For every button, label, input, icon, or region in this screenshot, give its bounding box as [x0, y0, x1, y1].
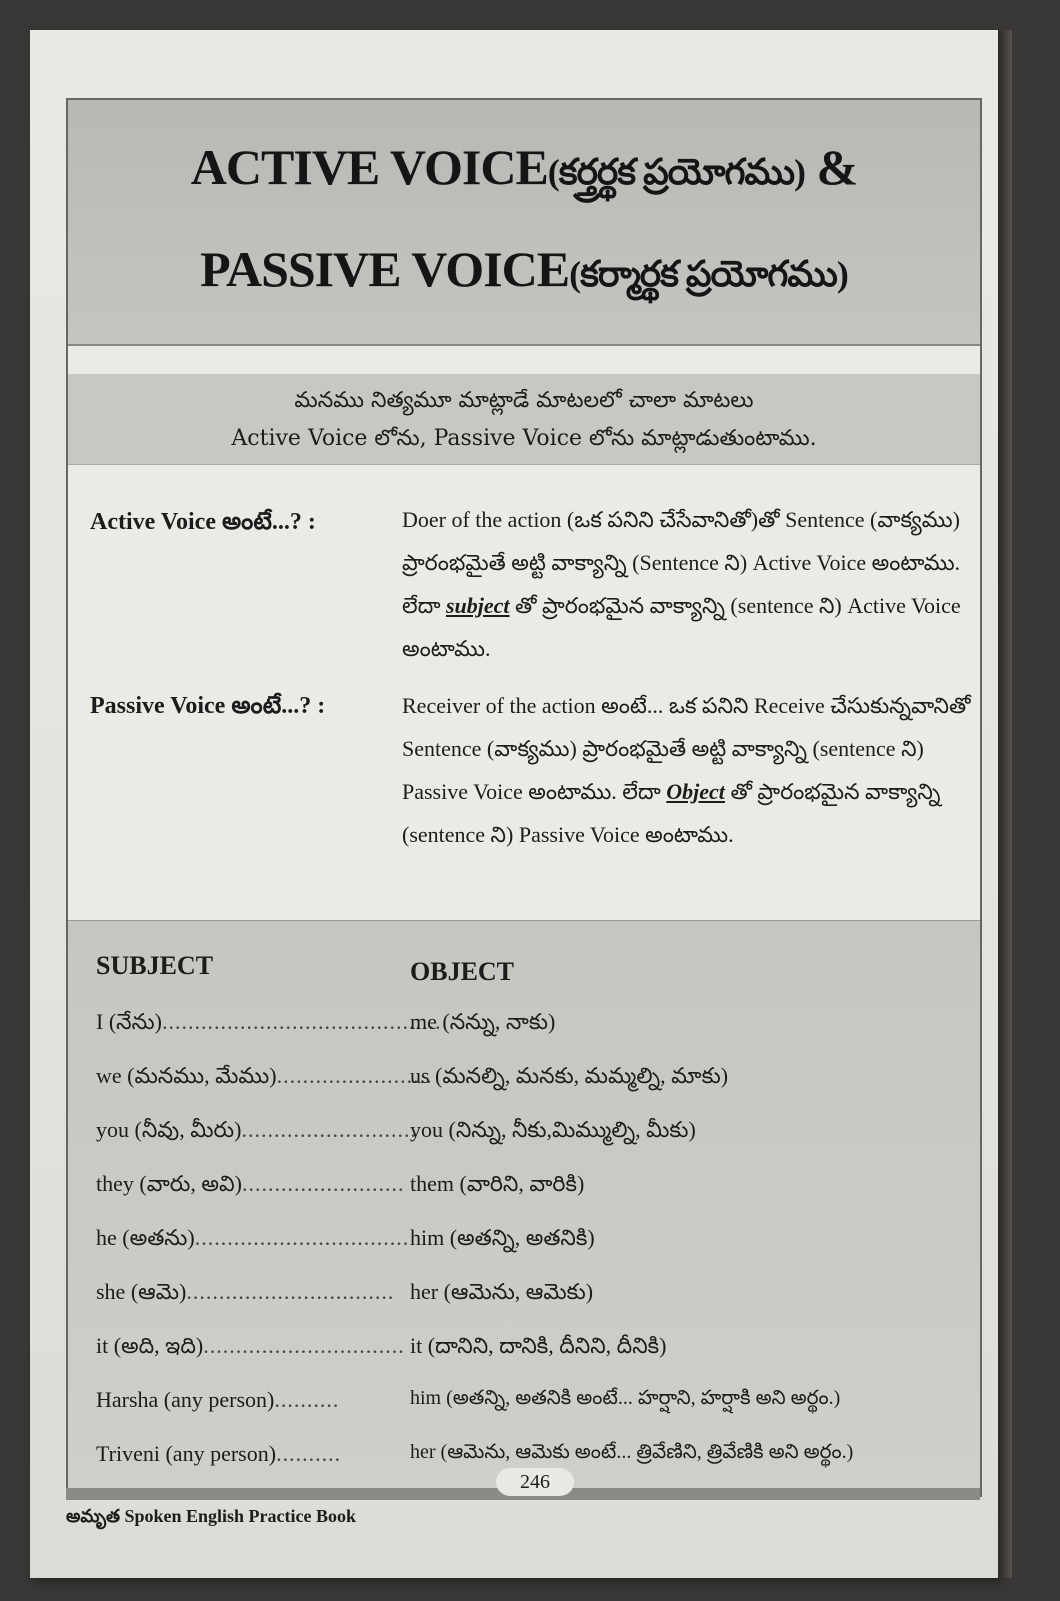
- intro-note: [68, 374, 980, 465]
- subject-cell: she (ఆమె)................................: [96, 1279, 395, 1304]
- intro-line-1: మనము నిత్యమూ మాట్లాడే మాటలలో చాలా మాటలు: [294, 388, 754, 413]
- active-voice-label: Active Voice అంటే...? :: [90, 509, 316, 535]
- object-cell: him (అతన్ని, అతనికి అంటే... హర్షాని, హర్షాకి అని అర్థం.): [410, 1387, 841, 1409]
- content-frame: [66, 98, 982, 1497]
- table-row: [68, 1387, 980, 1441]
- title-active-en: ACTIVE VOICE: [190, 139, 548, 195]
- subject-cell: he (అతను).................................: [96, 1225, 410, 1250]
- table-row: [68, 1225, 980, 1279]
- passive-def-part-b: తో ప్రారంభమైన వాక్యాన్ని (sentence ని) Passive Voice అంటాము.: [402, 779, 941, 847]
- subject-cell: you (నీవు, మీరు)...........................: [96, 1117, 417, 1142]
- object-cell: them (వారిని, వారికి): [410, 1171, 585, 1196]
- title-banner: [68, 100, 980, 346]
- title-line-passive: [68, 240, 980, 304]
- title-passive-en: PASSIVE VOICE: [200, 241, 570, 297]
- page-number: 246: [496, 1468, 574, 1496]
- object-cell: her (ఆమెను, ఆమెకు): [410, 1279, 594, 1304]
- book-page: [30, 30, 998, 1578]
- object-cell: it (దానిని, దానికి, దీనిని, దీనికి): [410, 1333, 667, 1358]
- title-line-active: [68, 138, 980, 202]
- object-header: OBJECT: [410, 957, 515, 986]
- subject-cell: it (అది, ఇది)...............................: [96, 1333, 405, 1358]
- object-cell: her (ఆమెను, ఆమెకు అంటే... త్రివేణిని, త్రివేణికి అని అర్థం.): [410, 1441, 854, 1463]
- subject-cell: Harsha (any person)..........: [96, 1387, 340, 1412]
- passive-def-keyword: Object: [666, 779, 725, 804]
- subject-cell: Triveni (any person)..........: [96, 1441, 342, 1466]
- table-row: [68, 1009, 980, 1063]
- table-row: [68, 1279, 980, 1333]
- subject-header: SUBJECT: [96, 951, 214, 980]
- object-cell: you (నిన్ను, నీకు,మిమ్ముల్ని, మీకు): [410, 1117, 696, 1142]
- table-row: [68, 1171, 980, 1225]
- title-active-te: (కర్త్రర్థక ప్రయోగము): [547, 152, 806, 192]
- object-cell: us (మనల్ని, మనకు, మమ్మల్ని, మాకు): [410, 1063, 729, 1088]
- active-def-part-a: Doer of the action (ఒక పనిని చేసేవానితో)తో Sentence (వాక్యము) ప్రారంభమైతే అట్టి వాక్యాన్ని (Sentence ని) Active Voice అంటాము. లేదా: [402, 507, 961, 618]
- active-voice-definition: [402, 498, 974, 670]
- book-spine: [998, 30, 1012, 1578]
- table-row: [68, 1117, 980, 1171]
- intro-line-2: Active Voice లోను, Passive Voice లోను మాట్లాడుతుంటాము.: [231, 426, 817, 451]
- active-def-keyword: subject: [445, 593, 510, 618]
- passive-def-part-a: Receiver of the action అంటే... ఒక పనిని Receive చేసుకున్నవానితో Sentence (వాక్యము) ప్రారంభమైతే అట్టి వాక్యాన్ని (sentence ని) Passive Voice అంటాము. లేదా: [402, 693, 971, 804]
- title-passive-te: (కర్మార్థక ప్రయోగము): [569, 254, 848, 294]
- title-ampersand: &: [805, 139, 858, 195]
- brand-te: అమృత: [66, 1506, 120, 1526]
- table-row: [68, 1063, 980, 1117]
- pronoun-table: [68, 920, 980, 1496]
- subject-cell: we (మనము, మేము)........................: [96, 1063, 433, 1088]
- active-def-part-b: తో ప్రారంభమైన వాక్యాన్ని (sentence ని) Active Voice అంటాము.: [402, 593, 961, 661]
- passive-voice-label: Passive Voice అంటే...? :: [90, 693, 326, 719]
- subject-cell: I (నేను)...........................................: [96, 1009, 442, 1034]
- passive-voice-definition: [402, 684, 974, 856]
- book-brand: [66, 1506, 356, 1531]
- object-cell: me (నన్ను, నాకు): [410, 1009, 556, 1034]
- subject-cell: they (వారు, అవి).........................: [96, 1171, 405, 1196]
- object-cell: him (అతన్ని, అతనికి): [410, 1225, 595, 1250]
- brand-en: Spoken English Practice Book: [119, 1506, 356, 1526]
- table-row: [68, 1333, 980, 1387]
